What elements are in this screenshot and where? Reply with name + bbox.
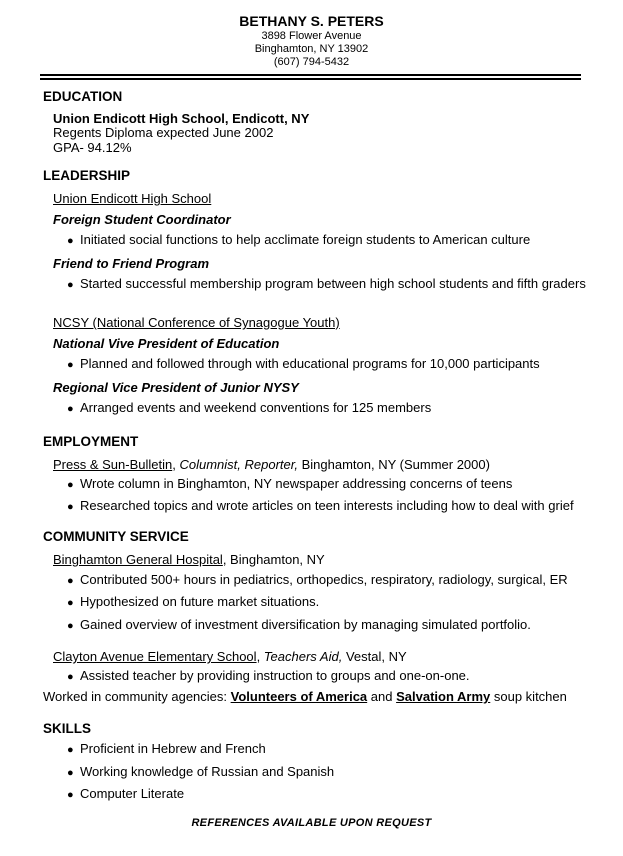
bullet-icon: ●	[67, 671, 74, 683]
job-role: Columnist, Reporter,	[179, 457, 298, 472]
list-item: ● Arranged events and weekend conventions for 125 members	[67, 400, 432, 415]
community-org-name: Binghamton General Hospital	[53, 552, 223, 567]
bullet-icon: ●	[67, 620, 74, 632]
leadership-role-title: Foreign Student Coordinator	[53, 212, 231, 227]
list-item: ● Initiated social functions to help acclimate foreign students to American culture	[67, 232, 531, 247]
bullet-icon: ●	[67, 403, 74, 415]
section-heading-leadership: LEADERSHIP	[43, 168, 131, 183]
list-item: ● Gained overview of investment diversification by managing simulated portfolio.	[67, 617, 531, 632]
bullet-icon: ●	[67, 789, 74, 801]
references-footer: REFERENCES AVAILABLE UPON REQUEST	[191, 817, 432, 829]
agency-volunteers-of-america: Volunteers of America	[230, 689, 368, 704]
community-agencies-line: Worked in community agencies: Volunteers of America and Salvation Army soup kitchen	[43, 689, 567, 704]
bullet-icon: ●	[67, 575, 74, 587]
section-heading-education: EDUCATION	[43, 89, 123, 104]
list-item: ● Hypothesized on future market situations.	[67, 594, 320, 609]
header-divider-bottom	[40, 78, 581, 80]
community-entry-header	[53, 552, 325, 567]
section-heading-skills: SKILLS	[43, 721, 92, 736]
agency-salvation-army: Salvation Army	[396, 689, 491, 704]
section-heading-employment: EMPLOYMENT	[43, 434, 139, 449]
phone-number: (607) 794-5432	[273, 56, 350, 68]
community-location: Vestal, NY	[342, 649, 407, 664]
list-item: ● Researched topics and wrote articles on teen interests including how to deal with grief	[67, 498, 574, 513]
education-school: Union Endicott High School, Endicott, NY	[53, 111, 310, 126]
leadership-org-name: NCSY (National Conference of Synagogue Youth)	[53, 315, 340, 330]
section-heading-community-service: COMMUNITY SERVICE	[43, 529, 189, 544]
list-item: ● Computer Literate	[67, 786, 185, 801]
list-item: ● Working knowledge of Russian and Spanish	[67, 764, 335, 779]
bullet-icon: ●	[67, 767, 74, 779]
candidate-name: BETHANY S. PETERS	[239, 13, 384, 29]
list-item: ● Wrote column in Binghamton, NY newspaper addressing concerns of teens	[67, 476, 513, 491]
employment-job-header: Press & Sun-Bulletin, Columnist, Reporter, Binghamton, NY (Summer 2000)	[53, 457, 490, 472]
leadership-role-title: Regional Vice President of Junior NYSY	[53, 380, 299, 395]
street-address: 3898 Flower Avenue	[261, 30, 362, 42]
bullet-icon: ●	[67, 597, 74, 609]
bullet-icon: ●	[67, 744, 74, 756]
bullet-icon: ●	[67, 359, 74, 371]
leadership-role-title: National Vive President of Education	[53, 336, 280, 351]
education-gpa: GPA- 94.12%	[53, 140, 132, 155]
bullet-icon: ●	[67, 479, 74, 491]
city-address: Binghamton, NY 13902	[254, 43, 369, 55]
community-role: Teachers Aid,	[263, 649, 343, 664]
list-item: ● Assisted teacher by providing instruction to groups and one-on-one.	[67, 668, 470, 683]
list-item: ● Contributed 500+ hours in pediatrics, orthopedics, respiratory, radiology, surgical, ER	[67, 572, 568, 587]
community-location: , Binghamton, NY	[222, 552, 325, 567]
list-item: ● Proficient in Hebrew and French	[67, 741, 266, 756]
list-item: ● Planned and followed through with educational programs for 10,000 participants	[67, 356, 540, 371]
leadership-org-name: Union Endicott High School	[53, 191, 212, 206]
bullet-icon: ●	[67, 279, 74, 291]
community-org-name: Clayton Avenue Elementary School	[53, 649, 257, 664]
community-entry-header: Clayton Avenue Elementary School, Teachers Aid, Vestal, NY	[53, 649, 407, 664]
education-diploma: Regents Diploma expected June 2002	[53, 125, 274, 140]
leadership-role-title: Friend to Friend Program	[53, 256, 210, 271]
list-item: ● Started successful membership program between high school students and fifth graders	[67, 276, 586, 291]
employer-name: Press & Sun-Bulletin	[53, 457, 173, 472]
bullet-icon: ●	[67, 501, 74, 513]
bullet-icon: ●	[67, 235, 74, 247]
header-divider-top	[40, 74, 581, 76]
job-location: Binghamton, NY (Summer 2000)	[297, 457, 490, 472]
